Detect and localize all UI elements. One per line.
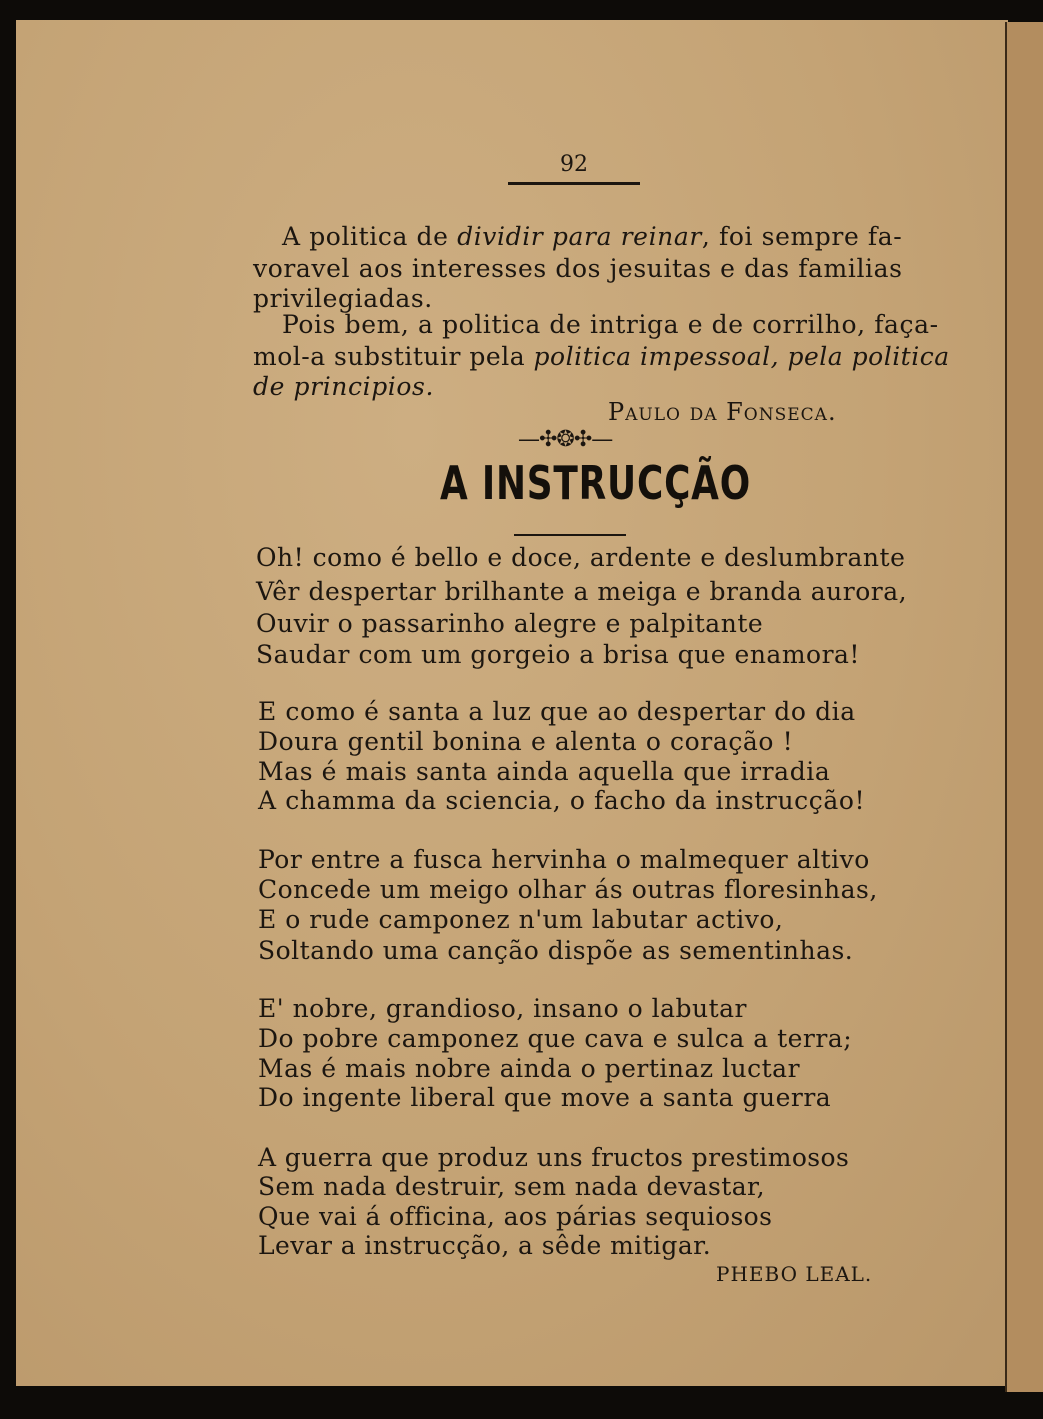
poem-line: Que vai á officina, aos párias sequiosos (258, 1202, 773, 1231)
page-number: 92 (560, 152, 588, 177)
prose-line (253, 372, 434, 401)
prose-line: voravel aos interesses dos jesuitas e das familias (253, 254, 903, 283)
poem-line: Mas é mais santa ainda aquella que irradia (258, 757, 831, 786)
prose-text: , foi sempre fa- (701, 222, 903, 251)
poem-line: A guerra que produz uns fructos prestimosos (258, 1143, 850, 1172)
poem-title: A INSTRUCÇÃO (440, 456, 752, 510)
poem-line: E o rude camponez n'um labutar activo, (258, 905, 784, 934)
poem-line: E como é santa a luz que ao despertar do dia (258, 697, 856, 726)
poem-line: Por entre a fusca hervinha o malmequer altivo (258, 845, 870, 874)
prose-line (282, 222, 902, 251)
prose-author: Paulo da Fonseca. (608, 398, 837, 426)
section-ornament: —✣❂✣— (518, 427, 613, 452)
poem-line: A chamma da sciencia, o facho da instrucção! (258, 786, 866, 815)
poem-line: Doura gentil bonina e alenta o coração ! (258, 727, 794, 756)
prose-text: mol-a substituir pela (253, 342, 534, 371)
prose-text: A politica de (282, 222, 458, 251)
prose-italic: de principios. (253, 372, 435, 401)
poem-line: Ouvir o passarinho alegre e palpitante (256, 609, 764, 638)
adjacent-page-edge (1005, 22, 1043, 1392)
prose-line: privilegiadas. (253, 284, 433, 313)
poem-line: Do pobre camponez que cava e sulca a terra; (258, 1024, 853, 1053)
poem-line: Concede um meigo olhar ás outras floresinhas, (258, 875, 878, 904)
prose-italic: politica impessoal, pela politica (533, 342, 950, 371)
poem-line: Vêr despertar brilhante a meiga e branda aurora, (256, 577, 908, 606)
title-rule (514, 534, 626, 536)
poem-line: Saudar com um gorgeio a brisa que enamora! (256, 640, 860, 669)
poem-line: Mas é mais nobre ainda o pertinaz luctar (258, 1054, 801, 1083)
header-rule (508, 182, 640, 185)
prose-line (253, 342, 950, 371)
prose-line: Pois bem, a politica de intriga e de corrilho, faça- (282, 310, 939, 339)
prose-italic: dividir para reinar (457, 222, 702, 251)
poem-line: E' nobre, grandioso, insano o labutar (258, 994, 747, 1023)
poem-line: Do ingente liberal que move a santa guerra (258, 1083, 832, 1112)
poem-author: PHEBO LEAL. (716, 1262, 873, 1286)
poem-line: Oh! como é bello e doce, ardente e deslumbrante (256, 543, 906, 572)
poem-line: Levar a instrucção, a sêde mitigar. (258, 1231, 712, 1260)
poem-line: Sem nada destruir, sem nada devastar, (258, 1172, 765, 1201)
poem-line: Soltando uma canção dispõe as sementinhas. (258, 936, 854, 965)
